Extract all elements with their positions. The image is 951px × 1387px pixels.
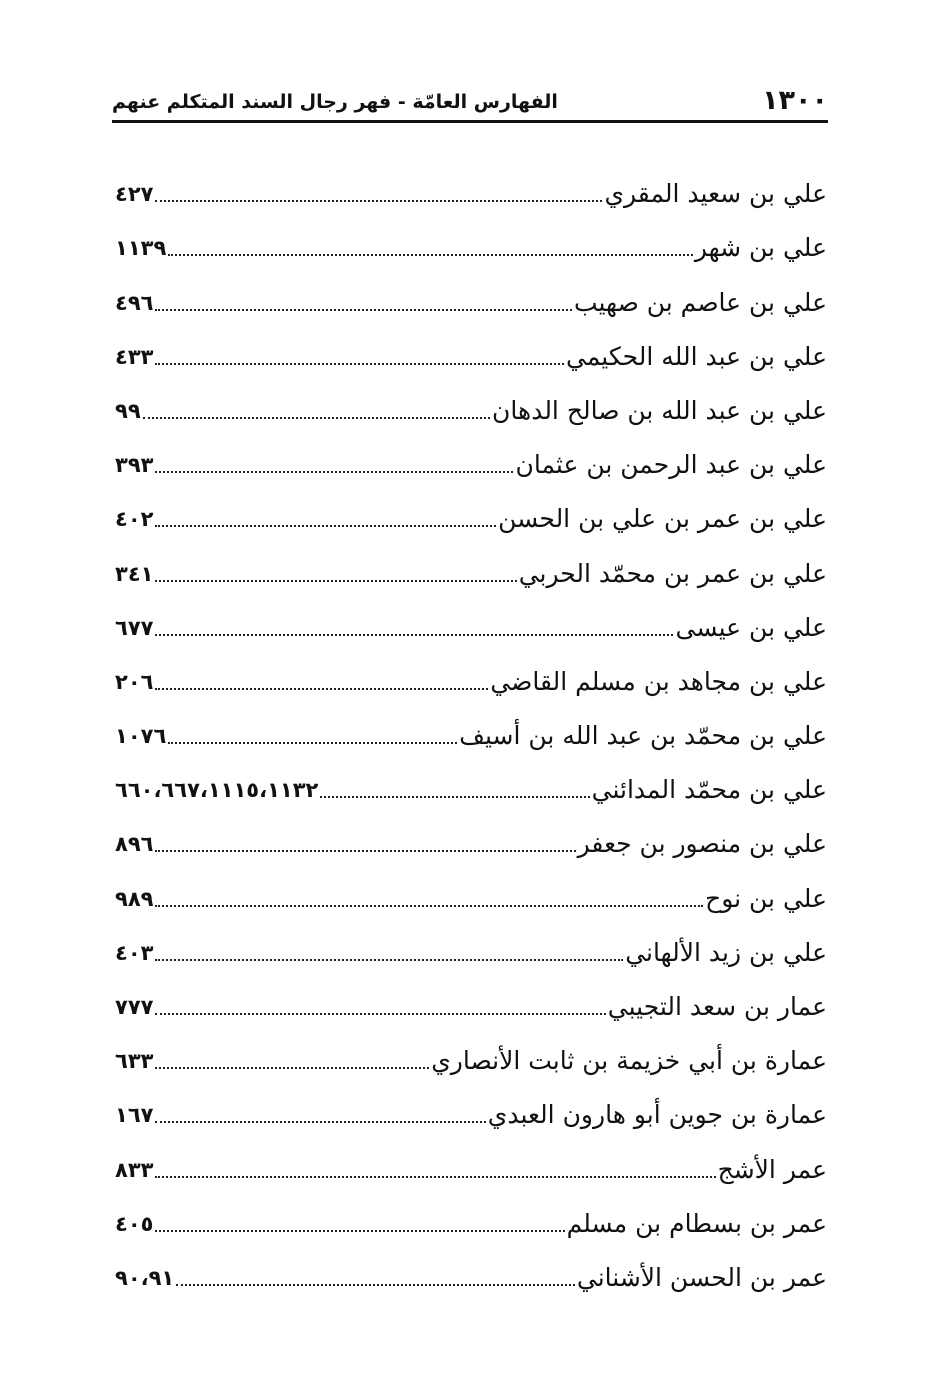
entry-name: علي بن مجاهد بن مسلم القاضي [490, 666, 827, 696]
dot-leader [155, 1013, 605, 1015]
entry-name: علي بن عبد الله بن صالح الدهان [492, 395, 827, 425]
page-number: ١٣٠٠ [762, 85, 828, 116]
entry-page-refs: ٣٩٣ [115, 453, 154, 478]
entry-page-refs: ٤٠٢ [115, 507, 154, 532]
dot-leader [155, 580, 516, 582]
dot-leader [155, 850, 575, 852]
dot-leader [168, 254, 693, 256]
entry-page-refs: ٤٠٣ [115, 940, 154, 965]
entry-name: عمارة بن جوين أبو هارون العبدي [487, 1100, 827, 1130]
entry-page-refs: ٦٣٣ [115, 1049, 154, 1074]
entry-name: عمر الأشج [717, 1154, 827, 1184]
index-entry [115, 265, 827, 319]
index-entry [115, 591, 827, 645]
entry-page-refs: ٦٦٠،٦٦٧،١١١٥،١١٣٢ [115, 778, 319, 803]
index-entry [115, 861, 827, 915]
running-title: الفهارس العامّة - فهر رجال السند المتكلم عنهم [112, 91, 558, 113]
dot-leader [143, 417, 490, 419]
running-header [112, 84, 828, 122]
dot-leader [155, 309, 572, 311]
index-entry [115, 482, 827, 536]
index-entry [115, 699, 827, 753]
index-entry [115, 211, 827, 265]
dot-leader [155, 471, 513, 473]
dot-leader [320, 796, 589, 798]
entry-page-refs: ٨٣٣ [115, 1157, 154, 1182]
dot-leader [155, 1121, 485, 1123]
index-entry [115, 645, 827, 699]
index-entry [115, 916, 827, 970]
index-entry [115, 320, 827, 374]
dot-leader [155, 688, 488, 690]
entry-page-refs: ٩٨٩ [115, 886, 154, 911]
entry-name: عمارة بن أبي خزيمة بن ثابت الأنصاري [431, 1046, 827, 1076]
index-entry [115, 536, 827, 590]
entry-name: علي بن عبد الله الحكيمي [566, 341, 827, 371]
index-entry [115, 1078, 827, 1132]
entry-name: علي بن عمر بن محمّد الحربي [518, 558, 827, 588]
dot-leader [155, 1176, 715, 1178]
entry-page-refs: ٩٠،٩١ [115, 1265, 175, 1290]
entry-page-refs: ٢٠٦ [115, 669, 154, 694]
entry-page-refs: ٩٩ [115, 398, 141, 423]
index-entry [115, 970, 827, 1024]
entry-name: علي بن نوح [705, 883, 827, 913]
entry-name: علي بن عيسى [675, 612, 827, 642]
index-entry [115, 753, 827, 807]
entry-name: علي بن محمّد بن عبد الله بن أسيف [459, 721, 827, 751]
dot-leader [155, 1067, 429, 1069]
entry-name: علي بن زيد الألهاني [625, 937, 827, 967]
entry-name: علي بن سعيد المقري [604, 179, 827, 209]
entry-name: علي بن عبد الرحمن بن عثمان [515, 450, 827, 480]
index-entry [115, 1024, 827, 1078]
index-entry [115, 374, 827, 428]
entry-name: علي بن عاصم بن صهيب [573, 287, 827, 317]
entry-page-refs: ١٦٧ [115, 1103, 154, 1128]
entry-name: علي بن محمّد المدائني [591, 775, 827, 805]
entry-page-refs: ٤٢٧ [115, 182, 154, 207]
entry-page-refs: ٤٣٣ [115, 344, 154, 369]
dot-leader [155, 634, 673, 636]
dot-leader [176, 1284, 575, 1286]
index-list [115, 157, 827, 1295]
dot-leader [155, 959, 623, 961]
entry-page-refs: ٤٠٥ [115, 1211, 154, 1236]
dot-leader [155, 525, 496, 527]
entry-page-refs: ٦٧٧ [115, 615, 154, 640]
entry-page-refs: ٤٩٦ [115, 290, 154, 315]
header-rule [112, 120, 828, 123]
entry-name: علي بن منصور بن جعفر [577, 829, 827, 859]
entry-page-refs: ٨٩٦ [115, 832, 154, 857]
entry-page-refs: ١٠٧٦ [115, 724, 167, 749]
index-entry [115, 1132, 827, 1186]
entry-name: علي بن شهر [694, 233, 827, 263]
entry-name: عمر بن بسطام بن مسلم [566, 1208, 827, 1238]
index-entry [115, 157, 827, 211]
entry-page-refs: ٧٧٧ [115, 995, 154, 1019]
dot-leader [155, 200, 602, 202]
dot-leader [155, 1230, 564, 1232]
entry-name: عمر بن الحسن الأشناني [576, 1262, 827, 1292]
index-entry [115, 428, 827, 482]
dot-leader [155, 905, 703, 907]
index-entry [115, 1187, 827, 1241]
entry-name: علي بن عمر بن علي بن الحسن [498, 504, 827, 534]
entry-page-refs: ١١٣٩ [115, 236, 167, 261]
index-entry [115, 1241, 827, 1295]
entry-name: عمار بن سعد التجيبي [607, 992, 827, 1021]
index-entry [115, 807, 827, 861]
dot-leader [155, 363, 564, 365]
entry-page-refs: ٣٤١ [115, 561, 154, 586]
dot-leader [168, 742, 457, 744]
